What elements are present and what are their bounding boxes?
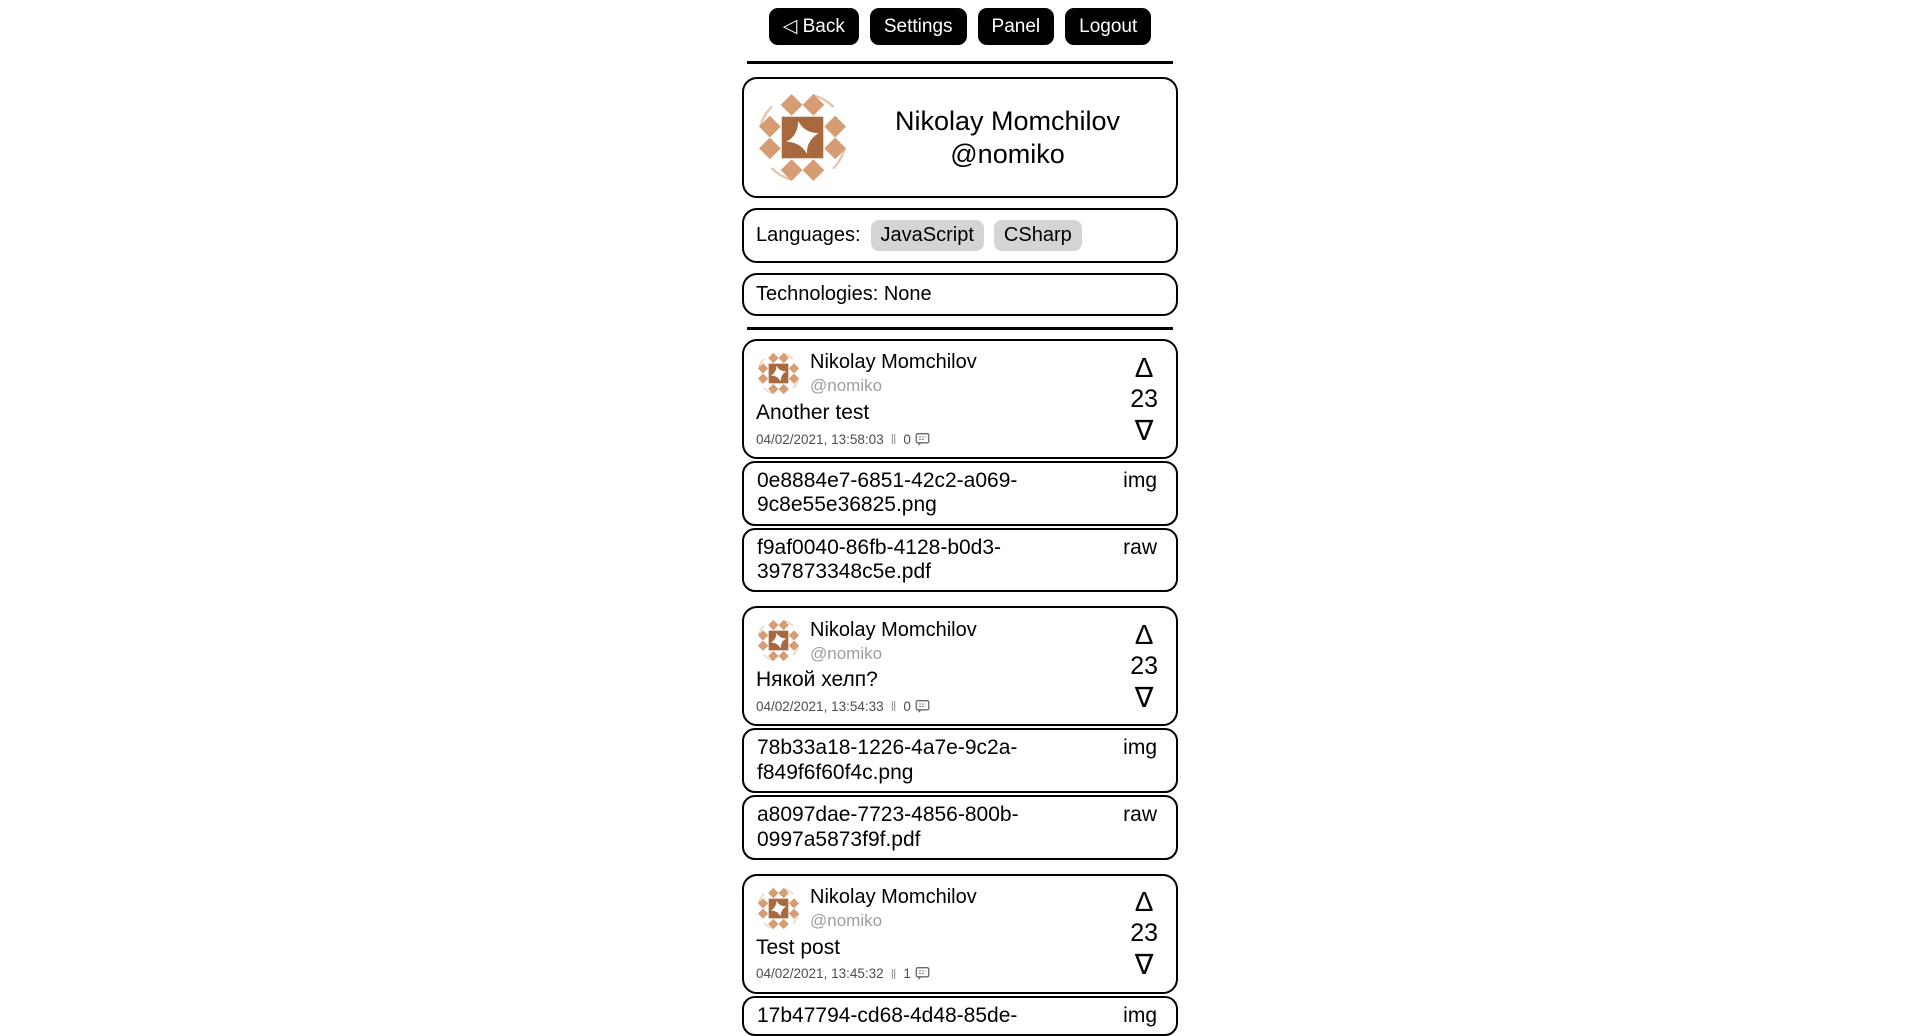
post-author bbox=[756, 886, 1124, 931]
attachment-type-label: img bbox=[1123, 1003, 1157, 1027]
post-card[interactable] bbox=[742, 606, 1178, 726]
post-meta bbox=[756, 966, 1124, 982]
post-date: 04/02/2021, 13:54:33 bbox=[756, 698, 884, 714]
post-author-handle: @nomiko bbox=[810, 376, 883, 396]
downvote-button[interactable]: ∇ bbox=[1134, 414, 1154, 446]
post-main bbox=[756, 618, 1124, 714]
logout-button[interactable]: Logout bbox=[1065, 8, 1151, 45]
language-tag: JavaScript bbox=[871, 220, 984, 251]
attachments-list bbox=[742, 728, 1178, 859]
vote-column bbox=[1124, 886, 1176, 982]
post-author-name: Nikolay Momchilov bbox=[810, 886, 977, 909]
post-title: Някой хелп? bbox=[756, 668, 878, 692]
post bbox=[742, 606, 1178, 859]
post bbox=[742, 339, 1178, 592]
post-author-names bbox=[810, 619, 977, 664]
vote-count: 23 bbox=[1130, 919, 1158, 948]
comments-icon bbox=[915, 432, 930, 447]
profile-name: Nikolay Momchilov bbox=[894, 106, 1121, 137]
attachment-type-label: img bbox=[1123, 736, 1157, 760]
vote-count: 23 bbox=[1130, 384, 1158, 413]
toolbar bbox=[742, 8, 1178, 45]
attachment-filename: 0e8884e7-6851-42c2-a069-9c8e55e36825.png bbox=[757, 469, 1018, 517]
post-main bbox=[756, 351, 1124, 447]
attachment-filename: 17b47794-cd68-4d48-85de- bbox=[757, 1003, 1018, 1027]
profile-card bbox=[742, 77, 1178, 198]
language-tag: CSharp bbox=[994, 220, 1082, 251]
post-main bbox=[756, 886, 1124, 982]
post-author-handle: @nomiko bbox=[810, 643, 883, 663]
downvote-button[interactable]: ∇ bbox=[1134, 949, 1154, 981]
upvote-button[interactable]: Δ bbox=[1134, 351, 1154, 383]
profile-names bbox=[850, 105, 1165, 170]
attachments-list bbox=[742, 461, 1178, 592]
post-date: 04/02/2021, 13:58:03 bbox=[756, 431, 884, 447]
post-date: 04/02/2021, 13:45:32 bbox=[756, 966, 884, 982]
upvote-button[interactable]: Δ bbox=[1134, 618, 1154, 650]
post-card[interactable] bbox=[742, 874, 1178, 994]
attachment-row[interactable] bbox=[742, 528, 1178, 593]
technologies-label: Technologies: None bbox=[756, 283, 932, 305]
attachment-filename: 78b33a18-1226-4a7e-9c2a-f849f6f60f4c.png bbox=[757, 736, 1018, 784]
meta-separator: ‖ bbox=[890, 698, 897, 715]
post-author-names bbox=[810, 351, 977, 396]
post-meta bbox=[756, 698, 1124, 714]
technologies-card bbox=[742, 273, 1178, 316]
post-author bbox=[756, 351, 1124, 396]
settings-button[interactable]: Settings bbox=[870, 8, 967, 45]
panel-button[interactable]: Panel bbox=[978, 8, 1055, 45]
meta-separator: ‖ bbox=[890, 965, 897, 982]
attachment-row[interactable] bbox=[742, 795, 1178, 860]
post-meta bbox=[756, 431, 1124, 447]
post-card[interactable] bbox=[742, 339, 1178, 459]
attachment-type-label: img bbox=[1123, 469, 1157, 492]
post-author-handle: @nomiko bbox=[810, 911, 883, 931]
comment-count: 0 bbox=[903, 698, 911, 714]
post-author-avatar bbox=[756, 886, 801, 931]
attachment-filename: f9af0040-86fb-4128-b0d3-397873348c5e.pdf bbox=[757, 535, 1002, 584]
post-author-avatar bbox=[756, 618, 801, 663]
comment-count: 0 bbox=[903, 431, 911, 447]
languages-label: Languages: bbox=[756, 224, 861, 246]
vote-column bbox=[1124, 351, 1176, 447]
attachment-row[interactable] bbox=[742, 996, 1178, 1036]
post-title: Test post bbox=[756, 935, 841, 959]
comments-icon bbox=[915, 966, 930, 981]
upvote-button[interactable]: Δ bbox=[1134, 886, 1154, 918]
post-author-name: Nikolay Momchilov bbox=[810, 618, 977, 641]
post-author bbox=[756, 618, 1124, 663]
comments-icon bbox=[915, 699, 930, 714]
top-divider bbox=[747, 61, 1173, 64]
back-button[interactable]: ◁ Back bbox=[769, 8, 859, 45]
profile-page bbox=[742, 8, 1178, 1036]
posts-list bbox=[742, 339, 1178, 1036]
comment-count: 1 bbox=[903, 966, 911, 982]
attachment-row[interactable] bbox=[742, 728, 1178, 793]
attachment-type-label: raw bbox=[1123, 803, 1157, 827]
attachment-filename: a8097dae-7723-4856-800b-0997a5873f9f.pdf bbox=[757, 803, 1019, 851]
profile-handle: @nomiko bbox=[950, 138, 1065, 169]
posts-divider bbox=[747, 327, 1173, 330]
vote-column bbox=[1124, 618, 1176, 714]
post-author-avatar bbox=[756, 351, 801, 396]
post-author-name: Nikolay Momchilov bbox=[810, 351, 977, 374]
languages-card bbox=[742, 208, 1178, 263]
profile-avatar bbox=[755, 90, 850, 185]
downvote-button[interactable]: ∇ bbox=[1134, 681, 1154, 713]
post-author-names bbox=[810, 886, 977, 931]
attachments-list bbox=[742, 996, 1178, 1036]
attachment-type-label: raw bbox=[1123, 535, 1157, 559]
meta-separator: ‖ bbox=[890, 431, 897, 447]
attachment-row[interactable] bbox=[742, 461, 1178, 526]
vote-count: 23 bbox=[1130, 651, 1158, 680]
post-title: Another test bbox=[756, 401, 870, 424]
